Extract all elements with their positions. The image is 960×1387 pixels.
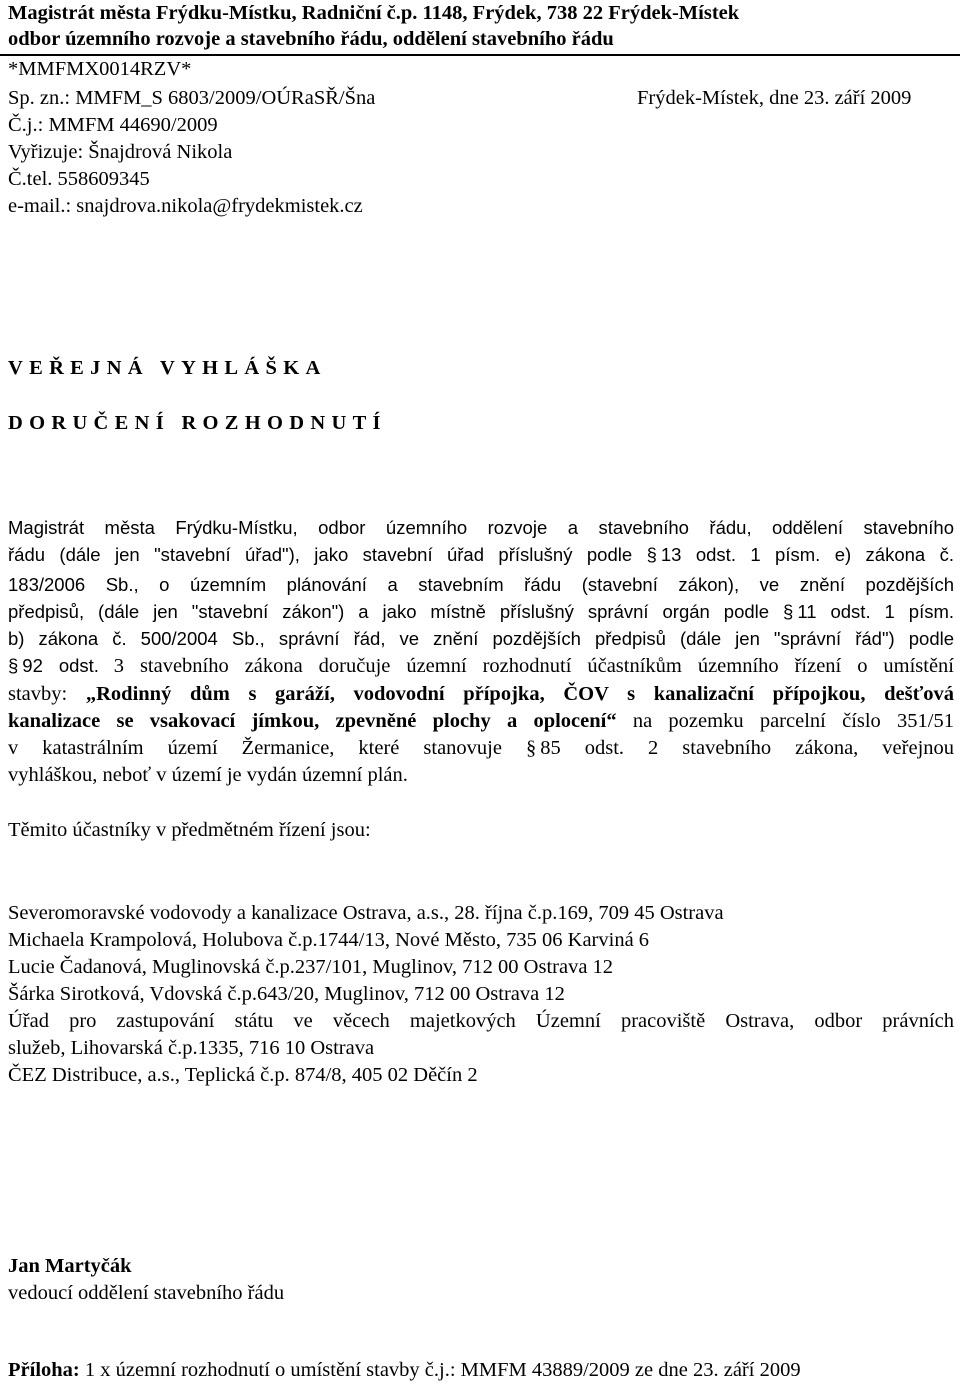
section-sign: §	[8, 655, 19, 676]
reference-number: Č.j.: MMFM 44690/2009	[8, 114, 218, 136]
project-name: „Rodinný dům s garáží, vodovodní přípojka, ČOV s kanalizační přípojkou, dešťová	[85, 683, 955, 705]
email: e-mail.: snajdrova.nikola@frydekmistek.cz	[8, 195, 363, 217]
section-sign: §	[526, 737, 537, 759]
intro-line-3: 183/2006 Sb., o územním plánování a stavebním řádu (stavební zákon), ve znění pozdějších	[8, 574, 954, 595]
participant-item: Šárka Sirotková, Vdovská č.p.643/20, Muglinov, 712 00 Ostrava 12	[8, 983, 565, 1005]
file-reference: Sp. zn.: MMFM_S 6803/2009/OÚRaSŘ/Šna	[8, 87, 376, 109]
intro-line-10: vyhláškou, neboť v území je vydán územní plán.	[8, 764, 408, 786]
delivery-title: DORUČENÍ ROZHODNUTÍ	[8, 412, 387, 434]
participant-item: ČEZ Distribuce, a.s., Teplická č.p. 874/8, 405 02 Děčín 2	[8, 1064, 478, 1086]
intro-line-6: § 92 odst. 3 stavebního zákona doručuje územní rozhodnutí účastníkům územního řízení o umístění	[8, 655, 954, 677]
participants-heading: Těmito účastníky v předmětném řízení jsou:	[8, 819, 371, 841]
attachment-line: Příloha: 1 x územní rozhodnutí o umístění stavby č.j.: MMFM 43889/2009 ze dne 23. září 2009	[8, 1359, 801, 1381]
intro-line-9: v katastrálním území Žermanice, které stanovuje § 85 odst. 2 stavebního zákona, veřejnou	[8, 737, 955, 759]
handled-by: Vyřizuje: Šnajdrová Nikola	[8, 141, 233, 163]
intro-line-2: řádu (dále jen "stavební úřad"), jako stavební úřad příslušný podle § 13 odst. 1 písm. e) zákona č.	[8, 544, 955, 565]
intro-line-4: předpisů, (dále jen "stavební zákon") a jako místně příslušný správní orgán podle § 11 odst. 1 písm.	[8, 601, 955, 622]
department-line: odbor územního rozvoje a stavebního řádu, oddělení stavebního řádu	[8, 28, 614, 50]
office-address-line: Magistrát města Frýdku-Místku, Radniční č.p. 1148, Frýdek, 738 22 Frýdek-Místek	[8, 2, 740, 24]
signatory-name: Jan Martyčák	[8, 1255, 132, 1277]
participant-item: Michaela Krampolová, Holubova č.p.1744/13, Nové Město, 735 06 Karviná 6	[8, 929, 650, 951]
section-sign: §	[646, 544, 657, 565]
intro-line-7: stavby: „Rodinný dům s garáží, vodovodní přípojka, ČOV s kanalizační přípojkou, dešťová	[8, 683, 955, 705]
phone: Č.tel. 558609345	[8, 168, 150, 190]
section-sign: §	[783, 601, 794, 622]
participant-item: Severomoravské vodovody a kanalizace Ostrava, a.s., 28. října č.p.169, 709 45 Ostrava	[8, 902, 724, 924]
intro-line-8: kanalizace se vsakovací jímkou, zpevněné plochy a oplocení“ na pozemku parcelní číslo 351/51	[8, 710, 955, 732]
project-name-cont: kanalizace se vsakovací jímkou, zpevněné plochy a oplocení“	[8, 710, 617, 732]
attachment-label: Příloha:	[8, 1359, 80, 1381]
intro-line-5: b) zákona č. 500/2004 Sb., správní řád, ve znění pozdějších předpisů (dále jen "správní řád") podle	[8, 628, 955, 649]
participant-item-cont: služeb, Lihovarská č.p.1335, 716 10 Ostrava	[8, 1037, 375, 1059]
intro-line-1: Magistrát města Frýdku-Místku, odbor územního rozvoje a stavebního řádu, oddělení stavebního	[8, 517, 954, 538]
place-date: Frýdek-Místek, dne 23. září 2009	[637, 87, 912, 109]
participant-item: Lucie Čadanová, Muglinovská č.p.237/101, Muglinov, 712 00 Ostrava 12	[8, 956, 614, 978]
signatory-role: vedoucí oddělení stavebního řádu	[8, 1282, 285, 1304]
participant-item: Úřad pro zastupování státu ve věcech majetkových Územní pracoviště Ostrava, odbor právních	[8, 1010, 954, 1032]
notice-title: VEŘEJNÁ VYHLÁŠKA	[8, 357, 327, 379]
barcode-text: *MMFMX0014RZV*	[8, 58, 192, 80]
header-divider	[0, 54, 960, 56]
